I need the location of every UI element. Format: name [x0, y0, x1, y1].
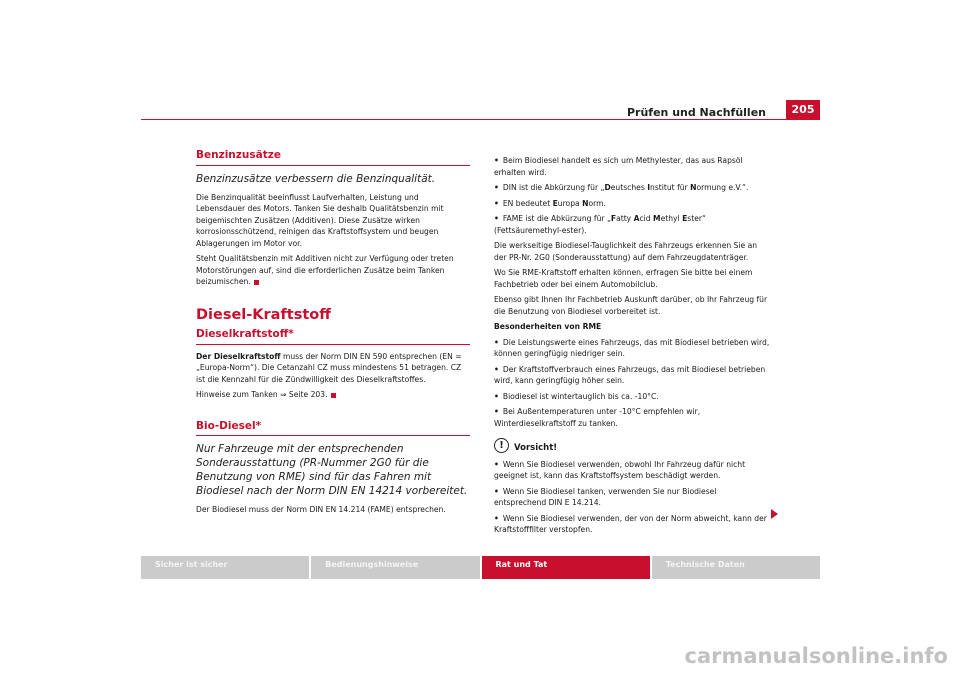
section-title-biodiesel: Bio-Diesel*	[196, 421, 470, 437]
text: ethyl	[660, 214, 683, 223]
list-item-text: Beim Biodiesel handelt es sich um Methylester, das aus Rapsöl erhalten wird.	[494, 156, 743, 177]
section-title-benzinzusaetze: Benzinzusätze	[196, 150, 470, 166]
list-item	[494, 513, 770, 536]
list-item-text: Wenn Sie Biodiesel verwenden, der von der Norm abweicht, kann der Kraftstofffilter verstopfen.	[494, 513, 767, 534]
list-item	[494, 213, 770, 236]
tab-technische-daten[interactable]: Technische Daten	[652, 556, 820, 579]
bullet-icon: •	[494, 407, 499, 416]
bold-letter: I	[647, 183, 651, 192]
text: orm.	[588, 198, 606, 208]
text: ormung e.V.“.	[696, 183, 749, 192]
paragraph: Wo Sie RME-Kraftstoff erhalten können, erfragen Sie bitte bei einem Fachbetrieb oder bei einem Automobilclub.	[494, 268, 753, 289]
header-rule	[141, 119, 820, 120]
paragraph	[196, 389, 470, 401]
bold-letter: E	[552, 198, 558, 208]
list-item	[494, 337, 770, 360]
bold-letter: E	[682, 214, 688, 223]
list-item-text: Wenn Sie Biodiesel tanken, verwenden Sie nur Biodiesel entsprechend DIN E 14.214.	[494, 486, 717, 507]
footer-tabs	[141, 556, 820, 579]
rme-heading	[494, 321, 770, 333]
bold-letter: F	[610, 214, 617, 223]
list-item	[494, 155, 770, 178]
paragraph-text: muss der Norm DIN EN 590 entsprechen (EN = „Europa-Norm“). Die Cetanzahl CZ muss mindestens 51 betragen. CZ ist die Kennzahl für die Zündwilligkeit des Dieselkraftstoffes.	[196, 351, 462, 384]
bold-letter: M	[653, 214, 661, 223]
list-item	[494, 406, 770, 429]
paragraph: Ebenso gibt Ihnen Ihr Fachbetrieb Auskunft darüber, ob Ihr Fahrzeug für die Benutzung von Biodiesel vorbereitet ist.	[494, 295, 768, 316]
text: nstitut für	[650, 183, 691, 192]
list-item-text: Bei Außentemperaturen unter -10°C empfehlen wir, Winterdieselkraftstoff zu tanken.	[494, 407, 701, 428]
text: cid	[639, 214, 654, 223]
bullet-icon: •	[494, 337, 499, 347]
list-item	[494, 198, 770, 210]
bullet-icon: •	[494, 459, 499, 469]
list-item-text: Der Kraftstoffverbrauch eines Fahrzeugs, das mit Biodiesel betrieben wird, kann geringfügig höher sein.	[494, 364, 766, 385]
text: EN bedeutet	[502, 198, 553, 208]
bullet-icon: •	[494, 364, 499, 374]
bold-letter: N	[690, 183, 697, 192]
bullet-icon: •	[494, 183, 499, 192]
text: uropa	[557, 198, 583, 208]
lead-benzinzusaetze: Benzinzusätze verbessern die Benzinqualität.	[196, 172, 436, 185]
bold-letter: N	[582, 198, 589, 208]
list-item	[494, 459, 770, 482]
list-item	[494, 486, 770, 509]
left-column	[196, 150, 470, 520]
main-title-diesel: Diesel-Kraftstoff	[196, 306, 331, 323]
text: FAME ist die Abkürzung für „	[502, 214, 611, 223]
text: DIN ist die Abkürzung für „	[502, 183, 605, 192]
paragraph: Die werkseitige Biodiesel-Tauglichkeit des Fahrzeugs erkennen Sie an der PR-Nr. 2G0 (Sonderausstattung) auf dem Fahrzeugdatenträger.	[494, 241, 758, 262]
text: eutsches	[610, 183, 648, 192]
bullet-icon: •	[494, 156, 499, 165]
bullet-icon: •	[494, 214, 499, 223]
lead-biodiesel: Nur Fahrzeuge mit der entsprechenden Sonderausstattung (PR-Nummer 2G0 für die Benutzung von RME) sind für das Fahren mit Biodiesel nach der Norm DIN EN 14214 vorbereitet.	[196, 443, 468, 497]
list-item	[494, 364, 770, 387]
caution-title: Vorsicht!	[514, 443, 558, 453]
paragraph: Die Benzinqualität beeinflusst Laufverhalten, Leistung und Lebensdauer des Motors. Tanken Sie deshalb Qualitätsbenzin mit beigemischten Zusätzen (Additiven). Diese Zusätze wirken korrosionsschützend, reinigen das Kraftstoffsystem und beugen Ablagerungen im Motor vor.	[196, 192, 444, 248]
bullet-icon: •	[494, 486, 499, 496]
page-number: 205	[786, 100, 820, 119]
paragraph-text: Steht Qualitätsbenzin mit Additiven nicht zur Verfügung oder treten Motorstörungen auf, sind die erforderlichen Zusätze beim Tanken beizumischen.	[196, 254, 454, 286]
watermark: carmanualsonline.info	[684, 644, 948, 668]
end-mark-icon	[254, 280, 259, 285]
tab-rat-und-tat[interactable]: Rat und Tat	[482, 556, 650, 579]
text: atty	[616, 214, 634, 223]
list-item	[494, 391, 770, 403]
paragraph	[196, 351, 470, 386]
list-item-text: Die Leistungswerte eines Fahrzeugs, das mit Biodiesel betrieben wird, können geringfügig niedriger sein.	[494, 337, 770, 358]
list-item	[494, 182, 770, 194]
bold-heading: Besonderheiten von RME	[494, 322, 602, 331]
bold-term: Der Dieselkraftstoff	[196, 351, 281, 361]
list-item-text: Biodiesel ist wintertauglich bis ca. -10°C.	[502, 391, 659, 401]
bullet-icon: •	[494, 391, 499, 401]
paragraph	[196, 253, 470, 288]
running-header: Prüfen und Nachfüllen	[626, 106, 766, 119]
tab-bedienungshinweise[interactable]: Bedienungshinweise	[311, 556, 479, 579]
warning-icon: !	[494, 438, 509, 453]
right-column	[494, 155, 770, 540]
text: ster“ (Fettsäuremethyl-ester).	[494, 214, 706, 235]
list-item-text: Wenn Sie Biodiesel verwenden, obwohl Ihr Fahrzeug dafür nicht geeignet ist, kann das Kraftstoffsystem beschädigt werden.	[494, 459, 746, 480]
caution-header	[494, 437, 770, 455]
section-title-dieselkraftstoff: Dieselkraftstoff*	[196, 329, 470, 345]
page-reference-link[interactable]: Hinweise zum Tanken ⇒ Seite 203.	[196, 390, 328, 399]
end-mark-icon	[331, 393, 336, 398]
bullet-icon: •	[494, 198, 499, 208]
tab-sicher-ist-sicher[interactable]: Sicher ist sicher	[141, 556, 309, 579]
continue-arrow-icon	[771, 509, 778, 519]
bold-letter: D	[604, 183, 611, 192]
bold-letter: A	[633, 214, 640, 223]
paragraph: Der Biodiesel muss der Norm DIN EN 14.214 (FAME) entsprechen.	[196, 505, 446, 514]
bullet-icon: •	[494, 513, 499, 523]
